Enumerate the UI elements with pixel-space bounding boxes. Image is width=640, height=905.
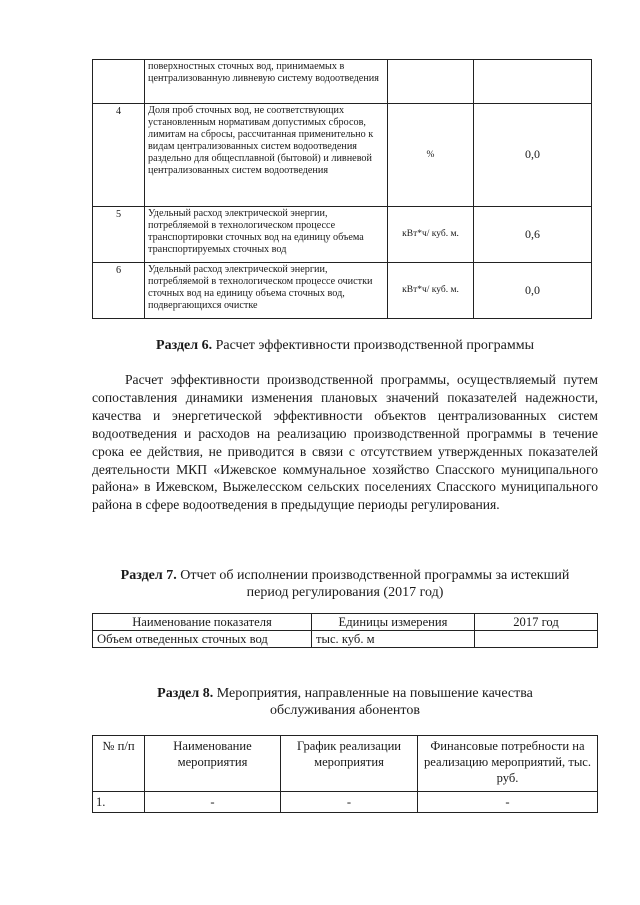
section6-label: Раздел 6. [156, 338, 213, 353]
indicator-unit: кВт*ч/ куб. м. [388, 207, 474, 263]
section7-title-line2: период регулирования (2017 год) [246, 585, 444, 600]
table-row [93, 104, 592, 207]
column-header: 2017 год [475, 614, 598, 631]
report-table [92, 613, 598, 648]
indicator-unit: кВт*ч/ куб. м. [388, 263, 474, 319]
table-cell: Объем отведенных сточных вод [93, 631, 312, 648]
column-header: Единицы измерения [312, 614, 475, 631]
indicator-unit [388, 60, 474, 104]
table-cell: - [418, 792, 598, 813]
table-row [93, 631, 598, 648]
table-cell: 1. [93, 792, 145, 813]
table-cell: - [145, 792, 281, 813]
section6-heading [92, 337, 598, 354]
column-header: Наименование показателя [93, 614, 312, 631]
table-cell: тыс. куб. м [312, 631, 475, 648]
measures-table [92, 735, 598, 813]
table-row [93, 792, 598, 813]
indicator-value [474, 60, 592, 104]
row-number: 5 [93, 207, 145, 263]
indicator-text: поверхностных сточных вод, принимаемых в централизованную ливневую систему водоотведения [145, 60, 388, 104]
row-number: 6 [93, 263, 145, 319]
section8-title-line1: Раздел 8. Мероприятия, направленные на повышение качества [157, 686, 533, 701]
indicator-text: Удельный расход электрической энергии, потребляемой в технологическом процессе очистки сточных вод на единицу объема сточных вод, подвергающихся очистке [145, 263, 388, 319]
section7-label: Раздел 7. [120, 568, 177, 583]
indicator-unit: % [388, 104, 474, 207]
section8-heading [92, 685, 598, 719]
row-number: 4 [93, 104, 145, 207]
section7-heading [92, 567, 598, 601]
indicator-value: 0,0 [474, 263, 592, 319]
indicator-value: 0,0 [474, 104, 592, 207]
section6-title: Расчет эффективности производственной программы [215, 338, 534, 353]
indicator-text: Удельный расход электрической энергии, потребляемой в технологическом процессе транспортировки сточных вод на единицу объема транспортируемых сточных вод [145, 207, 388, 263]
section7-title-line1: Раздел 7. Отчет об исполнении производственной программы за истекший [120, 568, 570, 583]
indicators-table [92, 59, 592, 319]
section6-paragraph: Расчет эффективности производственной программы, осуществляемый путем сопоставления динамики изменения плановых значений показателей надежности, качества и энергетической эффективности объектов централизованных систем водоотведения и расходов на реализацию производственной программы в течение срока ее действия, не приводится в связи с отсутствием утвержденных показателей деятельности МКП «Ижевское коммунальное хозяйство Спасского муниципального района» в Ижевском, Выжелесском сельских поселениях Спасского муниципального района в сфере водоотведения в предыдущие периоды регулирования. [92, 372, 598, 513]
table-header-row [93, 614, 598, 631]
table-row [93, 263, 592, 319]
table-cell [475, 631, 598, 648]
table-header-row [93, 736, 598, 792]
section8-label: Раздел 8. [157, 686, 214, 701]
column-header: Наименование мероприятия [145, 736, 281, 792]
column-header: График реализации мероприятия [281, 736, 418, 792]
indicator-text: Доля проб сточных вод, не соответствующих установленным нормативам допустимых сбросов, лимитам на сбросы, рассчитанная применительно к видам централизованных систем водоотведения раздельно для общесплавной (бытовой) и ливневой централизованных систем водоотведения [145, 104, 388, 207]
table-row [93, 207, 592, 263]
table-cell: - [281, 792, 418, 813]
indicator-value: 0,6 [474, 207, 592, 263]
table-row [93, 60, 592, 104]
row-number [93, 60, 145, 104]
column-header: № п/п [93, 736, 145, 792]
section8-title-line2: обслуживания абонентов [270, 703, 420, 718]
column-header: Финансовые потребности на реализацию мероприятий, тыс. руб. [418, 736, 598, 792]
section6-body [92, 371, 598, 514]
